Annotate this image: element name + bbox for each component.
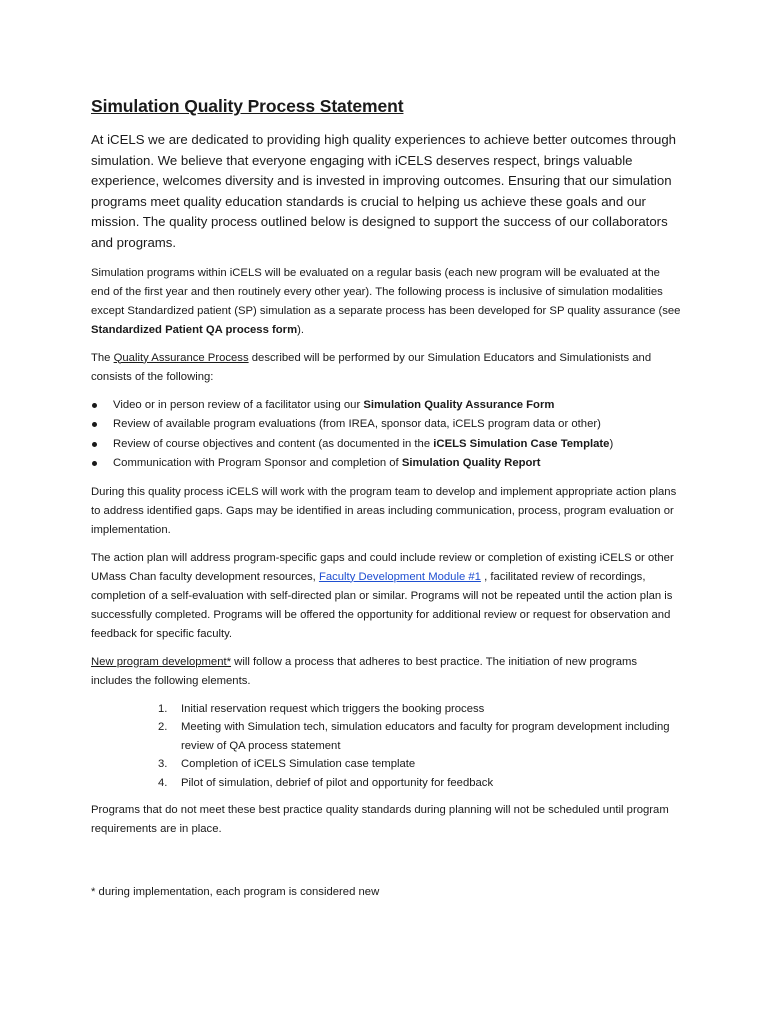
intro-paragraph: At iCELS we are dedicated to providing high quality experiences to achieve better outcomes through simulation. We believe that everyone engaging with iCELS deserves respect, brings valuable experience, welcomes diversity and is invested in improving outcomes. Ensuring that our simulation programs meet quality education standards is crucial to helping us achieve these goals and our mission. The quality process outlined below is designed to support the success of our collaborators and programs.	[91, 132, 676, 250]
action-plan-paragraph	[91, 549, 681, 644]
evaluation-tail: ).	[297, 323, 305, 336]
bullet-icon	[92, 442, 97, 447]
step-number: 3.	[158, 758, 168, 771]
step-text: Initial reservation request which triggers the booking process	[181, 702, 485, 715]
bullet-icon	[92, 461, 97, 466]
footnote: * during implementation, each program is considered new	[91, 886, 380, 898]
sp-qa-form-reference: Standardized Patient QA process form	[91, 323, 298, 336]
bullet-tail: )	[609, 437, 614, 450]
step-number: 4.	[158, 776, 168, 789]
action-post: , facilitated review of recordings, completion of a self-evaluation with self-directed plan or similar. Programs will not be repeated until the action plan is successfully completed. Programs will be offered the opportunity for additional review or request for observation and feedback for specific faculty.	[91, 570, 673, 640]
qa-pre: The	[91, 351, 114, 364]
bullet-bold: Simulation Quality Report	[401, 457, 541, 470]
step-number: 1.	[158, 702, 168, 715]
bullet-text: Review of available program evaluations (from IREA, sponsor data, iCELS program data or other)	[113, 418, 601, 431]
step-text: Completion of iCELS Simulation case template	[181, 758, 416, 771]
list-item	[158, 755, 681, 774]
action-pre: The action plan will address program-specific gaps and could include review or completion of existing iCELS or other UMass Chan faculty development resources,	[91, 551, 674, 583]
list-item	[91, 415, 681, 435]
qa-post: described will be performed by our Simulation Educators and Simulationists and consists of the following:	[91, 351, 652, 383]
bullet-bold: iCELS Simulation Case Template	[433, 437, 610, 450]
programs-standards-paragraph: Programs that do not meet these best practice quality standards during planning will not be scheduled until program requirements are in place.	[91, 804, 669, 836]
document-body	[91, 94, 681, 848]
bullet-text: Review of course objectives and content (as documented in the	[113, 437, 434, 450]
list-item	[91, 435, 681, 455]
page-title: Simulation Quality Process Statement	[91, 96, 404, 116]
list-item	[158, 700, 681, 719]
bullet-icon	[92, 422, 97, 427]
step-number: 2.	[158, 721, 168, 734]
list-item	[158, 718, 681, 755]
bullet-text: Communication with Program Sponsor and completion of	[113, 457, 402, 470]
step-text: Meeting with Simulation tech, simulation educators and faculty for program development including review of QA process statement	[181, 721, 670, 752]
list-item	[158, 774, 681, 793]
new-program-term: New program development*	[91, 655, 232, 668]
evaluation-text: Simulation programs within iCELS will be evaluated on a regular basis (each new program will be evaluated at the end of the first year and then routinely every other year). The following process is inclusive of simulation modalities except Standardized patient (SP) simulation as a separate process has been developed for SP quality assurance (see	[91, 266, 681, 317]
new-program-post: will follow a process that adheres to best practice. The initiation of new programs includes the following elements.	[91, 655, 638, 687]
during-process-paragraph: During this quality process iCELS will work with the program team to develop and implement appropriate action plans to address identified gaps. Gaps may be identified in areas including communication, process, program evaluation or implementation.	[91, 485, 677, 536]
new-program-paragraph	[91, 653, 681, 691]
bullet-text: Video or in person review of a facilitator using our	[113, 398, 364, 411]
bullet-bold: Simulation Quality Assurance Form	[363, 398, 555, 411]
bullet-icon	[92, 403, 97, 408]
list-item	[91, 396, 681, 416]
faculty-development-module-link[interactable]: Faculty Development Module #1	[318, 570, 481, 583]
step-text: Pilot of simulation, debrief of pilot and opportunity for feedback	[181, 776, 494, 789]
new-program-steps-list	[91, 700, 681, 793]
list-item	[91, 454, 681, 474]
qa-process-term: Quality Assurance Process	[113, 351, 249, 364]
qa-process-paragraph	[91, 349, 681, 387]
qa-steps-list	[91, 396, 681, 474]
evaluation-paragraph	[91, 264, 681, 340]
